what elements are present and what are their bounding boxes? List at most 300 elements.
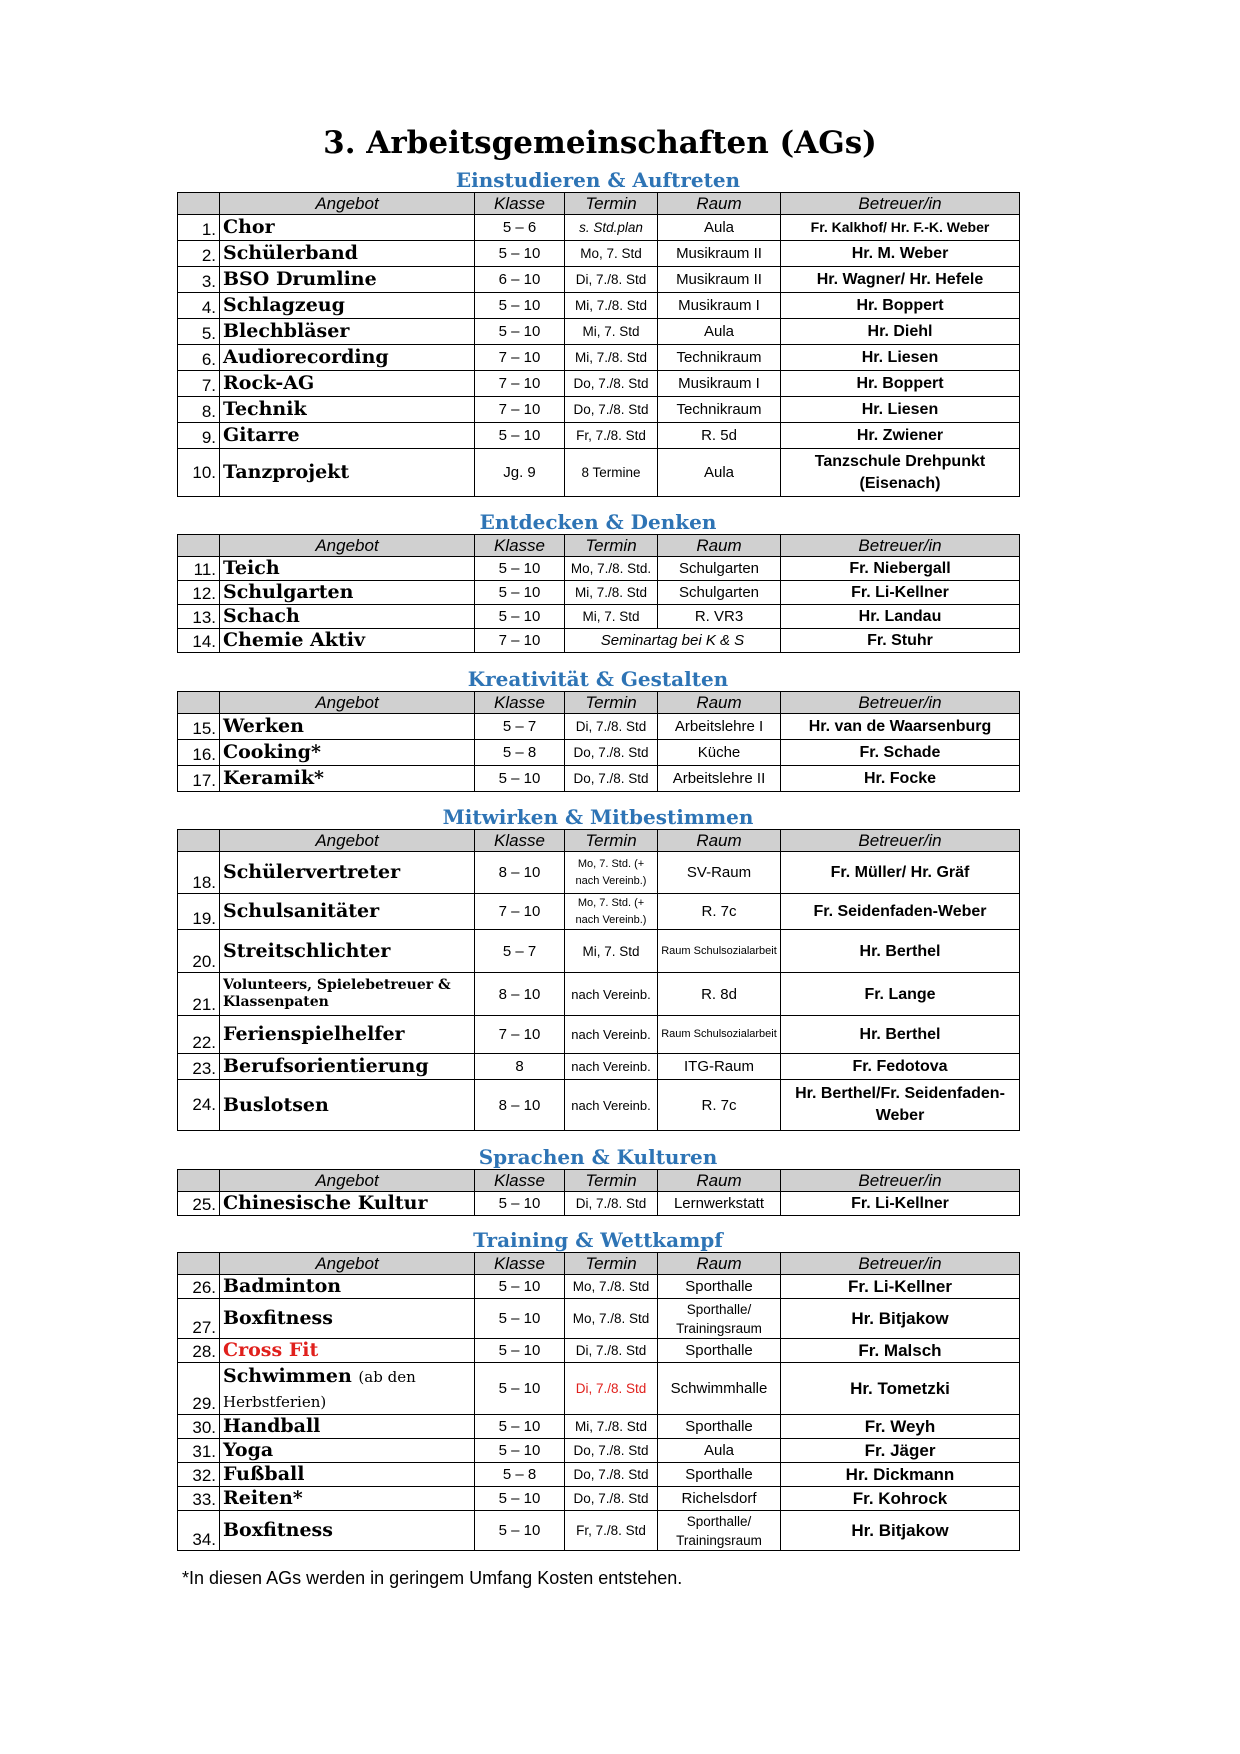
row-termin: Mi, 7. Std [565, 605, 658, 629]
row-raum: Technikraum [658, 397, 781, 423]
header-klasse: Klasse [475, 692, 565, 714]
row-raum: Schulgarten [658, 581, 781, 605]
table-row [178, 1080, 1020, 1131]
row-number: 17. [178, 766, 220, 792]
row-klasse: 5 – 8 [475, 1463, 565, 1487]
row-klasse: 5 – 7 [475, 930, 565, 973]
row-number: 24. [178, 1080, 220, 1131]
row-name: Ferienspielhelfer [220, 1016, 475, 1054]
row-termin: nach Vereinb. [565, 1054, 658, 1080]
ag-table [177, 829, 1020, 1131]
row-name: Rock-AG [220, 371, 475, 397]
row-raum: Richelsdorf [658, 1487, 781, 1511]
header-angebot: Angebot [220, 193, 475, 215]
header-termin: Termin [565, 1253, 658, 1275]
row-klasse: 8 – 10 [475, 1080, 565, 1131]
row-number: 23. [178, 1054, 220, 1080]
header-angebot: Angebot [220, 830, 475, 852]
row-betreuer: Hr. van de Waarsenburg [781, 714, 1020, 740]
table-row [178, 1487, 1020, 1511]
row-termin: Do, 7./8. Std [565, 397, 658, 423]
row-raum: Schulgarten [658, 557, 781, 581]
table-row [178, 319, 1020, 345]
row-name: Blechbläser [220, 319, 475, 345]
table-row [178, 973, 1020, 1016]
header-termin: Termin [565, 535, 658, 557]
row-raum: Technikraum [658, 345, 781, 371]
row-termin: Do, 7./8. Std [565, 1439, 658, 1463]
table-row [178, 930, 1020, 973]
section-einstudieren [177, 168, 1019, 497]
row-termin: Mi, 7./8. Std [565, 345, 658, 371]
row-number: 18. [178, 852, 220, 894]
row-name: Technik [220, 397, 475, 423]
header-betreuer: Betreuer/in [781, 535, 1020, 557]
row-number: 33. [178, 1487, 220, 1511]
row-name: Fußball [220, 1463, 475, 1487]
row-klasse: 5 – 10 [475, 1415, 565, 1439]
header-termin: Termin [565, 193, 658, 215]
row-klasse: 5 – 10 [475, 1487, 565, 1511]
table-row [178, 1054, 1020, 1080]
row-name: Boxfitness [220, 1511, 475, 1551]
table-row [178, 423, 1020, 449]
header-raum: Raum [658, 535, 781, 557]
row-betreuer: Hr. Liesen [781, 345, 1020, 371]
row-raum: Schwimmhalle [658, 1363, 781, 1415]
row-klasse: 5 – 10 [475, 1339, 565, 1363]
row-klasse: 5 – 7 [475, 714, 565, 740]
row-name: Berufsorientierung [220, 1054, 475, 1080]
header-betreuer: Betreuer/in [781, 830, 1020, 852]
row-betreuer: Fr. Stuhr [781, 629, 1020, 653]
row-number: 9. [178, 423, 220, 449]
row-betreuer: Hr. Berthel [781, 1016, 1020, 1054]
row-raum: Raum Schulsozialarbeit [658, 930, 781, 973]
row-klasse: 5 – 10 [475, 605, 565, 629]
row-betreuer: Fr. Lange [781, 973, 1020, 1016]
row-betreuer: Hr. Landau [781, 605, 1020, 629]
table-row [178, 581, 1020, 605]
row-klasse: 7 – 10 [475, 894, 565, 930]
header-klasse: Klasse [475, 830, 565, 852]
row-termin: Mi, 7. Std [565, 319, 658, 345]
row-klasse: 8 – 10 [475, 852, 565, 894]
row-termin: Mo, 7. Std. (+ nach Vereinb.) [565, 852, 658, 894]
row-name: Tanzprojekt [220, 449, 475, 497]
section-heading: Training & Wettkampf [473, 1228, 723, 1252]
row-name: Keramik* [220, 766, 475, 792]
section-heading: Einstudieren & Auftreten [455, 168, 741, 192]
row-termin: Mo, 7. Std. (+ nach Vereinb.) [565, 894, 658, 930]
row-klasse: 5 – 8 [475, 740, 565, 766]
row-betreuer: Fr. Fedotova [781, 1054, 1020, 1080]
row-betreuer: Fr. Li-Kellner [781, 581, 1020, 605]
row-termin-raum: Seminartag bei K & S [565, 629, 781, 653]
header-klasse: Klasse [475, 535, 565, 557]
row-klasse: 5 – 6 [475, 215, 565, 241]
table-row [178, 1275, 1020, 1299]
row-termin: Do, 7./8. Std [565, 740, 658, 766]
header-angebot: Angebot [220, 1170, 475, 1192]
row-name: Gitarre [220, 423, 475, 449]
row-number: 8. [178, 397, 220, 423]
row-betreuer: Hr. Tometzki [781, 1363, 1020, 1415]
row-name: Reiten* [220, 1487, 475, 1511]
row-raum: Musikraum I [658, 293, 781, 319]
header-termin: Termin [565, 830, 658, 852]
row-raum: Raum Schulsozialarbeit [658, 1016, 781, 1054]
row-betreuer: Hr. Bitjakow [781, 1511, 1020, 1551]
row-termin: Fr, 7./8. Std [565, 423, 658, 449]
row-raum: Aula [658, 215, 781, 241]
row-number: 5. [178, 319, 220, 345]
table-row [178, 1415, 1020, 1439]
table-row [178, 267, 1020, 293]
header-betreuer: Betreuer/in [781, 1170, 1020, 1192]
header-row [178, 830, 1020, 852]
row-betreuer: Hr. Liesen [781, 397, 1020, 423]
row-number: 20. [178, 930, 220, 973]
table-row [178, 714, 1020, 740]
row-klasse: 8 [475, 1054, 565, 1080]
table-row [178, 557, 1020, 581]
row-name: Schülerband [220, 241, 475, 267]
table-row [178, 241, 1020, 267]
row-number: 3. [178, 267, 220, 293]
row-name: Teich [220, 557, 475, 581]
row-klasse: 5 – 10 [475, 1192, 565, 1216]
row-betreuer: Fr. Kalkhof/ Hr. F.-K. Weber [781, 215, 1020, 241]
table-row [178, 1016, 1020, 1054]
row-raum: R. 7c [658, 894, 781, 930]
row-termin: Mo, 7. Std [565, 241, 658, 267]
header-num [178, 193, 220, 215]
row-klasse: 5 – 10 [475, 1363, 565, 1415]
header-klasse: Klasse [475, 1253, 565, 1275]
row-raum: Küche [658, 740, 781, 766]
row-number: 1. [178, 215, 220, 241]
table-row [178, 766, 1020, 792]
section-heading: Sprachen & Kulturen [478, 1145, 718, 1169]
row-number: 30. [178, 1415, 220, 1439]
ag-table [177, 534, 1020, 653]
header-betreuer: Betreuer/in [781, 193, 1020, 215]
header-betreuer: Betreuer/in [781, 1253, 1020, 1275]
row-name-suffix: (ab den Herbstferien) [223, 1367, 416, 1411]
row-name: Schwimmen [223, 1364, 352, 1387]
header-raum: Raum [658, 1170, 781, 1192]
row-betreuer: Hr. Berthel [781, 930, 1020, 973]
table-row [178, 371, 1020, 397]
ag-table [177, 1252, 1020, 1551]
row-raum: Sporthalle [658, 1275, 781, 1299]
row-betreuer: Fr. Kohrock [781, 1487, 1020, 1511]
row-raum: Sporthalle [658, 1415, 781, 1439]
row-termin: Mo, 7./8. Std. [565, 557, 658, 581]
row-termin: Di, 7./8. Std [565, 714, 658, 740]
header-termin: Termin [565, 1170, 658, 1192]
row-termin: Mi, 7. Std [565, 930, 658, 973]
row-number: 4. [178, 293, 220, 319]
row-name: Audiorecording [220, 345, 475, 371]
row-betreuer: Hr. M. Weber [781, 241, 1020, 267]
row-klasse: 7 – 10 [475, 1016, 565, 1054]
row-klasse: Jg. 9 [475, 449, 565, 497]
row-termin: Di, 7./8. Std [565, 1339, 658, 1363]
row-number: 27. [178, 1299, 220, 1339]
header-num [178, 692, 220, 714]
row-number: 32. [178, 1463, 220, 1487]
row-klasse: 5 – 10 [475, 423, 565, 449]
table-row [178, 1339, 1020, 1363]
header-angebot: Angebot [220, 535, 475, 557]
row-number: 6. [178, 345, 220, 371]
row-number: 14. [178, 629, 220, 653]
table-row [178, 397, 1020, 423]
row-klasse: 8 – 10 [475, 973, 565, 1016]
row-raum: R. 8d [658, 973, 781, 1016]
header-klasse: Klasse [475, 193, 565, 215]
row-klasse: 5 – 10 [475, 319, 565, 345]
row-number: 22. [178, 1016, 220, 1054]
row-raum: Aula [658, 319, 781, 345]
row-betreuer: Fr. Malsch [781, 1339, 1020, 1363]
row-termin: Do, 7./8. Std [565, 371, 658, 397]
row-klasse: 5 – 10 [475, 581, 565, 605]
row-raum: Sporthalle [658, 1339, 781, 1363]
row-raum: Sporthalle/ Trainingsraum [658, 1511, 781, 1551]
row-number: 7. [178, 371, 220, 397]
table-row [178, 852, 1020, 894]
table-row [178, 629, 1020, 653]
row-number: 16. [178, 740, 220, 766]
row-termin: nach Vereinb. [565, 1016, 658, 1054]
section-heading: Kreativität & Gestalten [467, 667, 729, 691]
row-termin: Mi, 7./8. Std [565, 293, 658, 319]
row-termin: Mo, 7./8. Std [565, 1275, 658, 1299]
header-row [178, 193, 1020, 215]
header-klasse: Klasse [475, 1170, 565, 1192]
table-row [178, 740, 1020, 766]
row-klasse: 7 – 10 [475, 345, 565, 371]
row-raum: Musikraum I [658, 371, 781, 397]
row-name: Yoga [220, 1439, 475, 1463]
table-row [178, 345, 1020, 371]
row-klasse: 5 – 10 [475, 293, 565, 319]
row-name: Handball [220, 1415, 475, 1439]
row-termin: Di, 7./8. Std [565, 1363, 658, 1415]
row-number: 31. [178, 1439, 220, 1463]
header-betreuer: Betreuer/in [781, 692, 1020, 714]
table-row [178, 1192, 1020, 1216]
row-name: Cooking* [220, 740, 475, 766]
row-raum: R. VR3 [658, 605, 781, 629]
row-number: 10. [178, 449, 220, 497]
row-name: Volunteers, Spielebetreuer & Klassenpaten [220, 973, 475, 1016]
header-row [178, 692, 1020, 714]
header-row [178, 535, 1020, 557]
header-raum: Raum [658, 830, 781, 852]
row-number: 13. [178, 605, 220, 629]
row-betreuer: Hr. Zwiener [781, 423, 1020, 449]
row-termin: Do, 7./8. Std [565, 766, 658, 792]
row-betreuer: Fr. Li-Kellner [781, 1275, 1020, 1299]
row-betreuer: Fr. Müller/ Hr. Gräf [781, 852, 1020, 894]
footnote: *In diesen AGs werden in geringem Umfang Kosten entstehen. [182, 1568, 683, 1588]
header-num [178, 830, 220, 852]
header-num [178, 1170, 220, 1192]
row-termin: 8 Termine [565, 449, 658, 497]
row-klasse: 5 – 10 [475, 557, 565, 581]
table-row [178, 1299, 1020, 1339]
row-name: Chor [220, 215, 475, 241]
section-kreativitaet [177, 667, 1019, 792]
row-betreuer: Hr. Dickmann [781, 1463, 1020, 1487]
table-row [178, 449, 1020, 497]
row-raum: R. 7c [658, 1080, 781, 1131]
header-num [178, 1253, 220, 1275]
table-row [178, 1463, 1020, 1487]
header-num [178, 535, 220, 557]
row-betreuer: Fr. Schade [781, 740, 1020, 766]
row-raum: Arbeitslehre I [658, 714, 781, 740]
row-name: BSO Drumline [220, 267, 475, 293]
row-raum: Aula [658, 1439, 781, 1463]
table-row [178, 894, 1020, 930]
row-klasse: 5 – 10 [475, 1275, 565, 1299]
row-betreuer: Fr. Jäger [781, 1439, 1020, 1463]
row-termin: nach Vereinb. [565, 973, 658, 1016]
row-name: Schulgarten [220, 581, 475, 605]
row-betreuer: Fr. Niebergall [781, 557, 1020, 581]
section-mitwirken [177, 805, 1019, 1131]
row-raum: ITG-Raum [658, 1054, 781, 1080]
row-termin: Do, 7./8. Std [565, 1487, 658, 1511]
table-row [178, 605, 1020, 629]
row-name: Schülervertreter [220, 852, 475, 894]
table-row [178, 1439, 1020, 1463]
row-raum: R. 5d [658, 423, 781, 449]
row-betreuer: Hr. Focke [781, 766, 1020, 792]
row-betreuer: Fr. Seidenfaden-Weber [781, 894, 1020, 930]
row-raum: SV-Raum [658, 852, 781, 894]
row-betreuer: Hr. Bitjakow [781, 1299, 1020, 1339]
row-name: Schlagzeug [220, 293, 475, 319]
row-name: Cross Fit [220, 1339, 475, 1363]
row-raum: Arbeitslehre II [658, 766, 781, 792]
row-raum: Sporthalle/ Trainingsraum [658, 1299, 781, 1339]
row-name-cell [220, 1363, 475, 1415]
row-raum: Musikraum II [658, 267, 781, 293]
row-name: Boxfitness [220, 1299, 475, 1339]
row-name: Chinesische Kultur [220, 1192, 475, 1216]
table-row [178, 215, 1020, 241]
ag-table [177, 1169, 1020, 1216]
header-row [178, 1253, 1020, 1275]
row-klasse: 5 – 10 [475, 241, 565, 267]
table-row [178, 1363, 1020, 1415]
table-row [178, 1511, 1020, 1551]
header-angebot: Angebot [220, 692, 475, 714]
row-number: 19. [178, 894, 220, 930]
row-raum: Musikraum II [658, 241, 781, 267]
row-raum: Sporthalle [658, 1463, 781, 1487]
row-number: 2. [178, 241, 220, 267]
row-name: Streitschlichter [220, 930, 475, 973]
row-number: 12. [178, 581, 220, 605]
row-betreuer: Fr. Li-Kellner [781, 1192, 1020, 1216]
row-name: Buslotsen [220, 1080, 475, 1131]
row-betreuer: Hr. Diehl [781, 319, 1020, 345]
row-termin: Mo, 7./8. Std [565, 1299, 658, 1339]
row-raum: Lernwerkstatt [658, 1192, 781, 1216]
row-klasse: 7 – 10 [475, 629, 565, 653]
header-termin: Termin [565, 692, 658, 714]
row-termin: nach Vereinb. [565, 1080, 658, 1131]
row-klasse: 7 – 10 [475, 371, 565, 397]
section-entdecken [177, 510, 1019, 653]
row-betreuer: Hr. Boppert [781, 371, 1020, 397]
row-number: 21. [178, 973, 220, 1016]
row-termin: Di, 7./8. Std [565, 1192, 658, 1216]
row-betreuer: Tanzschule Drehpunkt (Eisenach) [781, 449, 1020, 497]
row-number: 34. [178, 1511, 220, 1551]
row-termin: Do, 7./8. Std [565, 1463, 658, 1487]
row-number: 26. [178, 1275, 220, 1299]
row-klasse: 5 – 10 [475, 766, 565, 792]
section-training [177, 1228, 1019, 1551]
section-heading: Entdecken & Denken [479, 510, 717, 534]
header-angebot: Angebot [220, 1253, 475, 1275]
section-sprachen [177, 1145, 1019, 1216]
row-klasse: 7 – 10 [475, 397, 565, 423]
row-raum: Aula [658, 449, 781, 497]
row-termin: Di, 7./8. Std [565, 267, 658, 293]
row-klasse: 5 – 10 [475, 1299, 565, 1339]
row-name: Chemie Aktiv [220, 629, 475, 653]
header-raum: Raum [658, 692, 781, 714]
table-row [178, 293, 1020, 319]
page-title: 3. Arbeitsgemeinschaften (AGs) [323, 125, 877, 161]
row-name: Werken [220, 714, 475, 740]
row-klasse: 5 – 10 [475, 1439, 565, 1463]
row-number: 28. [178, 1339, 220, 1363]
row-betreuer: Hr. Wagner/ Hr. Hefele [781, 267, 1020, 293]
row-termin: s. Std.plan [565, 215, 658, 241]
row-name: Schulsanitäter [220, 894, 475, 930]
row-klasse: 6 – 10 [475, 267, 565, 293]
header-raum: Raum [658, 1253, 781, 1275]
row-termin: Mi, 7./8. Std [565, 1415, 658, 1439]
row-betreuer: Fr. Weyh [781, 1415, 1020, 1439]
ag-table [177, 691, 1020, 792]
header-row [178, 1170, 1020, 1192]
row-termin: Mi, 7./8. Std [565, 581, 658, 605]
row-number: 29. [178, 1363, 220, 1415]
header-raum: Raum [658, 193, 781, 215]
row-klasse: 5 – 10 [475, 1511, 565, 1551]
row-betreuer: Hr. Boppert [781, 293, 1020, 319]
row-betreuer: Hr. Berthel/Fr. Seidenfaden-Weber [781, 1080, 1020, 1131]
section-heading: Mitwirken & Mitbestimmen [442, 805, 754, 829]
row-name: Badminton [220, 1275, 475, 1299]
row-number: 25. [178, 1192, 220, 1216]
row-name: Schach [220, 605, 475, 629]
row-termin: Fr, 7./8. Std [565, 1511, 658, 1551]
row-number: 15. [178, 714, 220, 740]
row-number: 11. [178, 557, 220, 581]
